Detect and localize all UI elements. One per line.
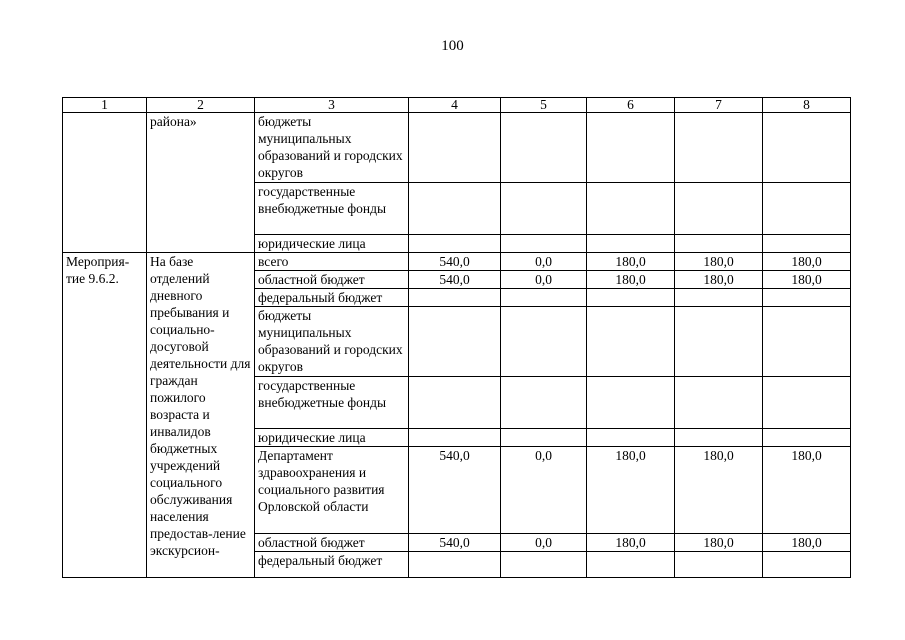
value-cell: 0,0: [501, 271, 587, 289]
funding-source: бюджеты муниципальных образований и городских округов: [255, 307, 409, 377]
value-cell: [763, 289, 851, 307]
value-cell: [409, 552, 501, 578]
value-cell: [675, 113, 763, 183]
funding-source: федеральный бюджет: [255, 289, 409, 307]
continuation-row: [63, 113, 851, 183]
header-cell: 6: [587, 98, 675, 113]
value-cell: [587, 307, 675, 377]
value-cell: [675, 235, 763, 253]
value-cell: [501, 235, 587, 253]
value-cell: 180,0: [763, 271, 851, 289]
value-cell: 0,0: [501, 253, 587, 271]
budget-table: [62, 97, 851, 578]
value-cell: [763, 183, 851, 235]
value-cell: 180,0: [587, 534, 675, 552]
header-cell: 8: [763, 98, 851, 113]
header-cell: 7: [675, 98, 763, 113]
value-cell: [763, 113, 851, 183]
event-row: [63, 253, 851, 271]
value-cell: [675, 377, 763, 429]
event-code: Мероприя-тие 9.6.2.: [63, 253, 147, 578]
value-cell: 180,0: [675, 271, 763, 289]
funding-source: юридические лица: [255, 235, 409, 253]
funding-source: государственные внебюджетные фонды: [255, 183, 409, 235]
value-cell: [675, 289, 763, 307]
header-cell: 3: [255, 98, 409, 113]
value-cell: [409, 183, 501, 235]
value-cell: [501, 307, 587, 377]
value-cell: [587, 377, 675, 429]
value-cell: [675, 429, 763, 447]
value-cell: 180,0: [675, 534, 763, 552]
header-cell: 4: [409, 98, 501, 113]
value-cell: 0,0: [501, 447, 587, 534]
value-cell: [409, 235, 501, 253]
value-cell: [675, 183, 763, 235]
header-cell: 2: [147, 98, 255, 113]
funding-source: бюджеты муниципальных образований и городских округов: [255, 113, 409, 183]
value-cell: 180,0: [763, 534, 851, 552]
event-name: На базе отделений дневного пребывания и социально-досуговой деятельности для граждан пожилого возраста и инвалидов бюджетных учреждений социального обслуживания населения предостав-ление экскурсион-: [147, 253, 255, 578]
value-cell: 180,0: [763, 253, 851, 271]
value-cell: [501, 552, 587, 578]
funding-source: областной бюджет: [255, 271, 409, 289]
value-cell: [587, 183, 675, 235]
value-cell: [763, 377, 851, 429]
funding-source: всего: [255, 253, 409, 271]
value-cell: 180,0: [763, 447, 851, 534]
value-cell: [675, 307, 763, 377]
value-cell: 540,0: [409, 447, 501, 534]
funding-source: юридические лица: [255, 429, 409, 447]
value-cell: 180,0: [587, 253, 675, 271]
value-cell: [501, 429, 587, 447]
value-cell: 540,0: [409, 253, 501, 271]
value-cell: [675, 552, 763, 578]
value-cell: [409, 289, 501, 307]
page-number: 100: [441, 38, 464, 54]
continuation-col1: [63, 113, 147, 253]
continuation-col2: района»: [147, 113, 255, 253]
value-cell: 180,0: [587, 447, 675, 534]
value-cell: [501, 377, 587, 429]
value-cell: [409, 377, 501, 429]
value-cell: 0,0: [501, 534, 587, 552]
value-cell: [501, 113, 587, 183]
value-cell: [587, 289, 675, 307]
value-cell: [587, 235, 675, 253]
value-cell: [763, 235, 851, 253]
value-cell: 540,0: [409, 534, 501, 552]
value-cell: [409, 307, 501, 377]
value-cell: [763, 307, 851, 377]
value-cell: 180,0: [675, 253, 763, 271]
value-cell: [501, 183, 587, 235]
header-cell: 5: [501, 98, 587, 113]
funding-source: Департамент здравоохранения и социального развития Орловской области: [255, 447, 409, 534]
funding-source: государственные внебюджетные фонды: [255, 377, 409, 429]
funding-source: областной бюджет: [255, 534, 409, 552]
header-row: [63, 98, 851, 113]
value-cell: [763, 429, 851, 447]
value-cell: [587, 113, 675, 183]
funding-source: федеральный бюджет: [255, 552, 409, 578]
value-cell: [587, 552, 675, 578]
value-cell: [409, 429, 501, 447]
value-cell: [763, 552, 851, 578]
value-cell: 180,0: [587, 271, 675, 289]
value-cell: [587, 429, 675, 447]
value-cell: 540,0: [409, 271, 501, 289]
header-cell: 1: [63, 98, 147, 113]
value-cell: [501, 289, 587, 307]
value-cell: [409, 113, 501, 183]
value-cell: 180,0: [675, 447, 763, 534]
